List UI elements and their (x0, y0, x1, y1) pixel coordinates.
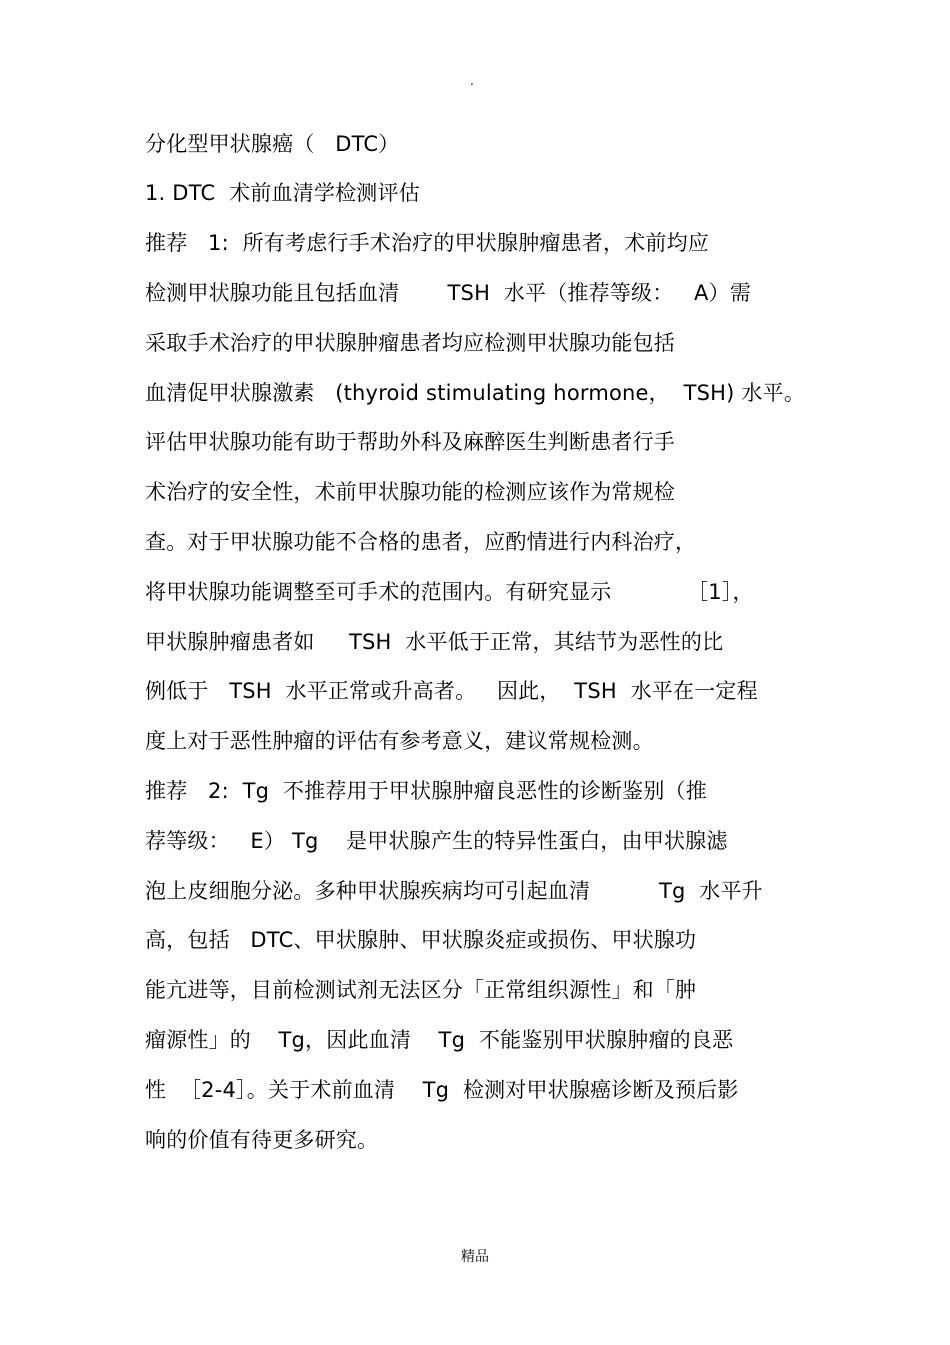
text-line: 血清促甲状腺激素 (thyroid stimulating hormone， TSH) 水平。 (145, 381, 806, 405)
text-line: 瘤源性」的 Tg，因此血清 Tg 不能鉴别甲状腺肿瘤的良恶 (145, 1028, 734, 1052)
text-line: 荐等级： E） Tg 是甲状腺产生的特异性蛋白，由甲状腺滤 (145, 829, 728, 853)
text-line: 例低于 TSH 水平正常或升高者。 因此， TSH 水平在一定程 (145, 679, 758, 703)
subsection-heading: 1. DTC 术前血清学检测评估 (145, 181, 420, 205)
text-line: 采取手术治疗的甲状腺肿瘤患者均应检测甲状腺功能包括 (145, 331, 675, 355)
text-line: 能亢进等，目前检测试剂无法区分「正常组织源性」和「肿 (145, 978, 697, 1002)
text-line: 度上对于恶性肿瘤的评估有参考意义，建议常规检测。 (145, 729, 654, 753)
text-line: 术治疗的安全性，术前甲状腺功能的检测应该作为常规检 (145, 480, 675, 504)
text-line: 泡上皮细胞分泌。多种甲状腺疾病均可引起血清 Tg 水平升 (145, 879, 763, 903)
text-line: 性 ［2-4］。关于术前血清 Tg 检测对甲状腺癌诊断及预后影 (145, 1078, 739, 1102)
text-line: 检测甲状腺功能且包括血清 TSH 水平（推荐等级： A）需 (145, 281, 752, 305)
text-line: 甲状腺肿瘤患者如 TSH 水平低于正常，其结节为恶性的比 (145, 630, 724, 654)
text-line: 推荐 1: 所有考虑行手术治疗的甲状腺肿瘤患者，术前均应 (145, 231, 710, 255)
text-line: 高，包括 DTC、甲状腺肿、甲状腺炎症或损伤、甲状腺功 (145, 928, 697, 952)
section-title: 分化型甲状腺癌（ DTC） (145, 132, 400, 156)
footer-label: 精品 (461, 1249, 489, 1265)
text-line: 查。对于甲状腺功能不合格的患者，应酌情进行内科治疗， (145, 530, 697, 554)
page-mark: . (470, 74, 474, 88)
text-line: 将甲状腺功能调整至可手术的范围内。有研究显示 ［1］， (145, 580, 754, 604)
text-line: 推荐 2: Tg 不推荐用于甲状腺肿瘤良恶性的诊断鉴别（推 (145, 779, 707, 803)
text-line: 响的价值有待更多研究。 (145, 1128, 379, 1152)
text-line: 评估甲状腺功能有助于帮助外科及麻醉医生判断患者行手 (145, 430, 675, 454)
